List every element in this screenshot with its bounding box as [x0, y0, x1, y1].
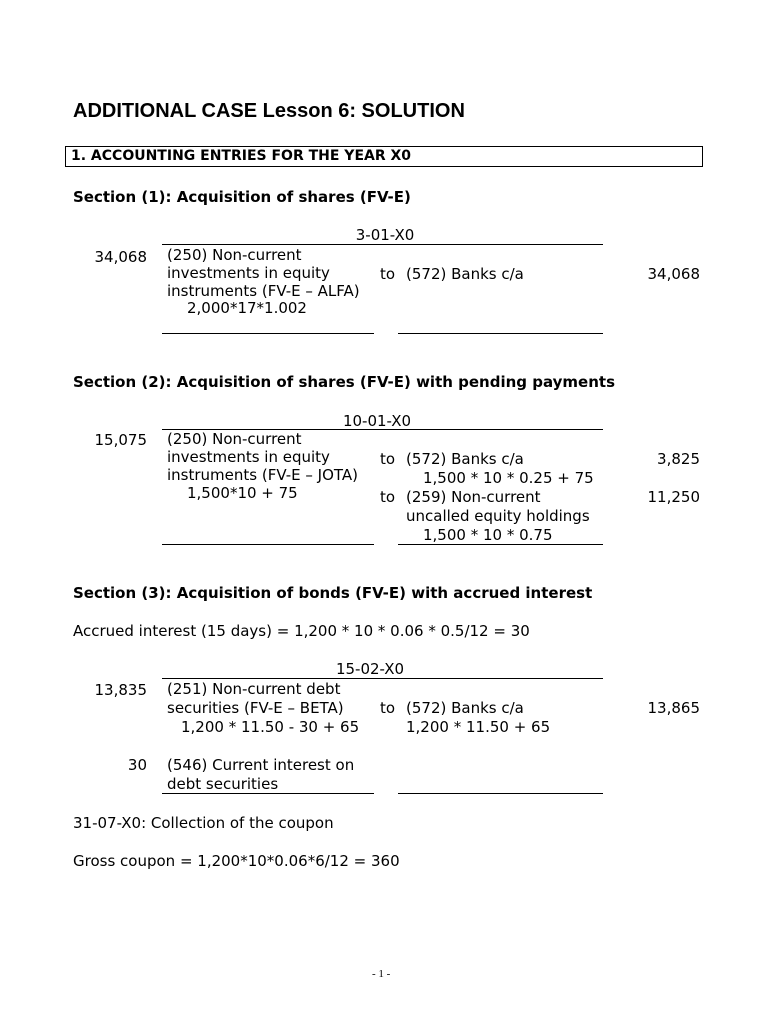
credit-calculation: 1,500 * 10 * 0.75: [423, 526, 553, 544]
debit-account-line: instruments (FV-E – JOTA): [167, 466, 358, 484]
section-1-title: Section (1): Acquisition of shares (FV-E): [73, 188, 411, 206]
debit-calculation: 1,200 * 11.50 - 30 + 65: [181, 718, 360, 736]
credit-amount: 11,250: [647, 488, 700, 506]
credit-to: to: [380, 450, 396, 468]
credit-to: to: [380, 699, 396, 717]
journal-rule-bottom: [162, 544, 374, 545]
credit-account-line: uncalled equity holdings: [406, 507, 590, 525]
debit-account-line: investments in equity: [167, 264, 330, 282]
journal-rule-bottom: [162, 793, 374, 794]
section-heading-box: [65, 146, 703, 167]
debit-amount: 15,075: [94, 431, 147, 449]
page-title: ADDITIONAL CASE Lesson 6: SOLUTION: [73, 100, 465, 122]
debit-amount: 34,068: [94, 248, 147, 266]
journal-rule-bottom: [398, 793, 603, 794]
journal-rule-bottom: [398, 333, 603, 334]
debit-account-line: (251) Non-current debt: [167, 680, 341, 698]
debit-amount: 13,835: [94, 681, 147, 699]
debit-calculation: 2,000*17*1.002: [187, 299, 307, 317]
journal-date: 3-01-X0: [355, 226, 415, 244]
journal-rule-top: [162, 244, 603, 245]
credit-calculation: 1,500 * 10 * 0.25 + 75: [423, 469, 594, 487]
credit-calculation: 1,200 * 11.50 + 65: [406, 718, 551, 736]
credit-amount: 3,825: [657, 450, 700, 468]
section-heading: 1. ACCOUNTING ENTRIES FOR THE YEAR X0: [71, 148, 412, 164]
section-3-title: Section (3): Acquisition of bonds (FV-E) with accrued interest: [73, 584, 593, 602]
credit-account: (572) Banks c/a: [406, 699, 524, 717]
credit-account-line: (259) Non-current: [406, 488, 541, 506]
debit-account-line: securities (FV-E – BETA): [167, 699, 344, 717]
debit-account-line: debt securities: [167, 775, 279, 793]
debit-account-line: instruments (FV-E – ALFA): [167, 282, 360, 300]
credit-account: (572) Banks c/a: [406, 450, 524, 468]
credit-amount: 13,865: [647, 699, 700, 717]
gross-coupon-text: Gross coupon = 1,200*10*0.06*6/12 = 360: [73, 852, 400, 870]
journal-date: 10-01-X0: [342, 412, 412, 430]
debit-calculation: 1,500*10 + 75: [187, 484, 298, 502]
page-number: - 1 -: [372, 968, 391, 980]
journal-rule-top: [162, 678, 603, 679]
section-2-title: Section (2): Acquisition of shares (FV-E) with pending payments: [73, 373, 616, 391]
debit-account-line: (250) Non-current: [167, 430, 302, 448]
credit-to: to: [380, 488, 396, 506]
credit-amount: 34,068: [647, 265, 700, 283]
coupon-collection-text: 31-07-X0: Collection of the coupon: [73, 814, 334, 832]
credit-to: to: [380, 265, 396, 283]
journal-rule-bottom: [398, 544, 603, 545]
credit-account: (572) Banks c/a: [406, 265, 524, 283]
debit-account-line: investments in equity: [167, 448, 330, 466]
accrued-interest-text: Accrued interest (15 days) = 1,200 * 10 * 0.06 * 0.5/12 = 30: [73, 622, 530, 640]
debit-account-line: (546) Current interest on: [167, 756, 355, 774]
journal-date: 15-02-X0: [335, 660, 405, 678]
journal-rule-bottom: [162, 333, 374, 334]
debit-account-line: (250) Non-current: [167, 246, 302, 264]
debit-amount: 30: [127, 756, 147, 774]
